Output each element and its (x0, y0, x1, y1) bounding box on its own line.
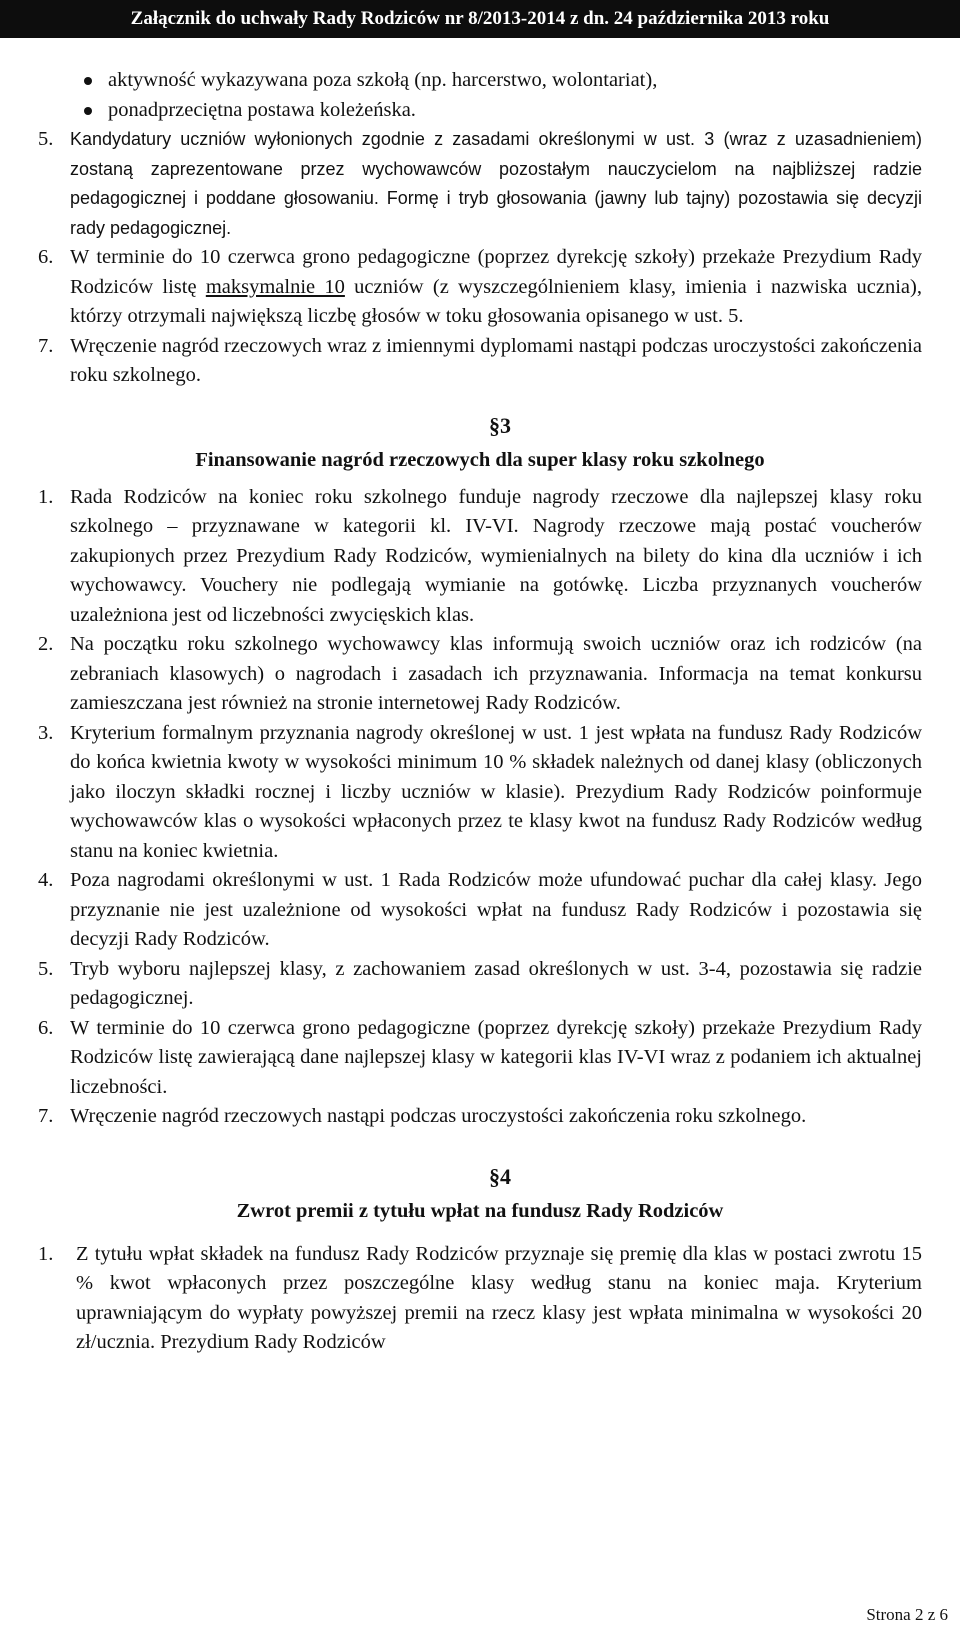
underlined-text: maksymalnie 10 (205, 275, 345, 298)
item-number: 1. (38, 485, 54, 508)
list-item (38, 866, 922, 955)
section4-list (38, 1240, 922, 1358)
section-number: §4 (489, 1163, 511, 1189)
item-text: Kryterium formalnym przyznania nagrody określonej w ust. 1 jest wpłata na fundusz Rady Rodziców do końca kwietnia kwoty w wysokości minimum 10 % składek należnych od danej klasy (obliczonych jako iloczyn składki rocznej i liczby uczniów w klasie). Prezydium Rady Rodziców poinformuje wychowawców klas o wysokości wpłaconych przez te klasy kwot na fundusz Rady Rodziców według stanu na koniec kwietnia. (70, 721, 922, 862)
list-item (38, 1014, 922, 1103)
item-text: Wręczenie nagród rzeczowych wraz z imiennymi dyplomami nastąpi podczas uroczystości zakończenia roku szkolnego. (70, 334, 922, 386)
item-text: Kandydatury uczniów wyłonionych zgodnie z zasadami określonymi w ust. 3 (wraz z uzasadnieniem) zostaną zaprezentowane przez wychowawców pozostałym nauczycielom na najbliższej radzie pedagogicznej i poddane głosowaniu. Formę i tryb głosowania (jawny lub tajny) pozostawia się decyzji rady pedagogicznej. (70, 129, 922, 238)
item-text: Tryb wyboru najlepszej klasy, z zachowaniem zasad określonych w ust. 3-4, pozostawia się radzie pedagogicznej. (70, 957, 922, 1009)
item-text-part: W terminie do 10 czerwca grono pedagogiczne (poprzez dyrekcję szkoły) przekaże Prezydium Rady Rodziców listę (70, 246, 922, 298)
list-item (38, 955, 922, 1014)
item-text-part: uczniów (z wyszczególnieniem klasy, imienia i nazwiska ucznia), którzy otrzymali największą liczbę głosów w toku głosowania opisanego w ust. 5. (70, 275, 922, 327)
item-number: 6. (38, 246, 54, 268)
section2-item-7 (38, 332, 922, 391)
page-number: Strona 2 z 6 (866, 1604, 948, 1624)
section-title: Zwrot premii z tytułu wpłat na fundusz Rady Rodziców (236, 1199, 724, 1222)
bullet-list (38, 66, 922, 125)
list-item (38, 1102, 922, 1132)
item-text: Rada Rodziców na koniec roku szkolnego funduje nagrody rzeczowe dla najlepszej klasy roku szkolnego – przyznawane w kategorii kl. IV-VI. Nagrody rzeczowe mają postać voucherów zakupionych przez Prezydium Rady Rodziców, wymienialnych na bilety do kina dla uczniów i ich wychowawcy. Vouchery nie podlegają wymianie na gotówkę. Liczba przyznanych voucherów uzależniona jest od liczebności zwycięskich klas. (70, 485, 922, 626)
item-number: 2. (38, 633, 54, 655)
item-text: W terminie do 10 czerwca grono pedagogiczne (poprzez dyrekcję szkoły) przekaże Prezydium Rady Rodziców listę zawierającą dane najlepszej klasy w kategorii klas IV-VI wraz z podaniem ich aktualnej liczebności. (70, 1016, 922, 1098)
section-title: Finansowanie nagród rzeczowych dla super klasy roku szkolnego (195, 448, 765, 471)
item-number: 7. (38, 334, 54, 357)
list-item (38, 483, 922, 631)
document-body (38, 66, 922, 1358)
list-item (38, 719, 922, 867)
list-item: aktywność wykazywana poza szkołą (np. harcerstwo, wolontariat), (108, 66, 922, 96)
list-item: ponadprzeciętna postawa koleżeńska. (108, 96, 922, 126)
item-number: 7. (38, 1105, 54, 1127)
item-text: Poza nagrodami określonymi w ust. 1 Rada Rodziców może ufundować puchar dla całej klasy. Jego przyznanie nie jest uzależnione od wysokości wpłat na fundusz Rady Rodziców i pozostawia się decyzji Rady Rodziców. (70, 869, 922, 950)
item-number: 1. (38, 1242, 54, 1265)
item-number: 3. (38, 721, 54, 744)
item-text: Wręczenie nagród rzeczowych nastąpi podczas uroczystości zakończenia roku szkolnego. (70, 1105, 807, 1127)
section2-item-5 (38, 125, 922, 243)
item-number: 5. (38, 957, 54, 980)
item-text (70, 243, 922, 332)
list-item (38, 1240, 922, 1358)
item-number: 4. (38, 869, 54, 891)
section3-list (38, 483, 922, 1132)
section2-item-6 (38, 243, 922, 332)
item-number: 5. (38, 128, 54, 150)
document-header: Załącznik do uchwały Rady Rodziców nr 8/2013-2014 z dn. 24 października 2013 roku (0, 0, 960, 38)
item-text: Na początku roku szkolnego wychowawcy klas informują swoich uczniów oraz ich rodziców (na zebraniach klasowych) o nagrodach i zasadach ich przyznawania. Informacja na temat konkursu zamieszczana jest również na stronie internetowej Rady Rodziców. (70, 633, 922, 714)
section-number: §3 (489, 412, 511, 438)
item-number: 6. (38, 1016, 54, 1039)
item-text: Z tytułu wpłat składek na fundusz Rady Rodziców przyznaje się premię dla klas w postaci zwrotu 15 % kwot wpłaconych przez poszczególne klasy według stanu na koniec maja. Kryterium uprawniającym do wypłaty powyższej premii na rzecz klasy jest wpłata minimalna w wysokości 20 zł/ucznia. Prezydium Rady Rodziców (76, 1242, 922, 1353)
list-item (38, 630, 922, 719)
